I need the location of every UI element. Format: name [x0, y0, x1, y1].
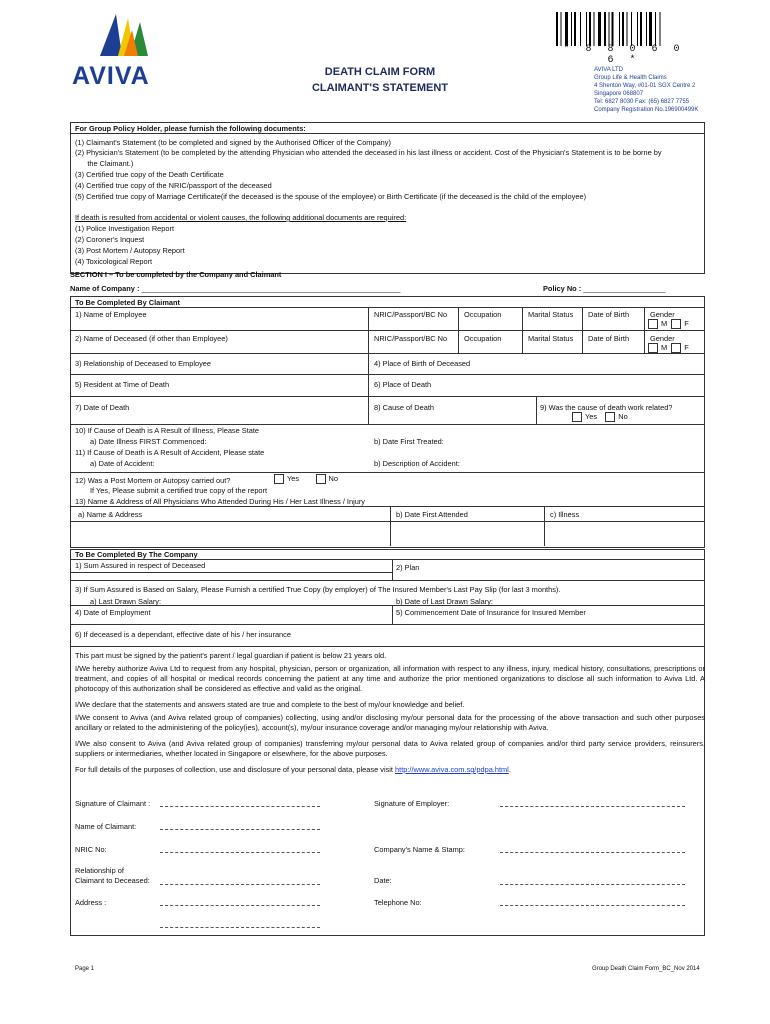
- doc-item: (5) Certified true copy of Marriage Certificate(if the deceased is the spouse of the employee) or Birth Certificate (if the deceased is the child of the employee): [75, 192, 587, 201]
- barcode-bar: [556, 12, 558, 46]
- deceased-name-label: 2) Name of Deceased (if other than Employee): [75, 334, 228, 343]
- dob-label: Date of Birth: [588, 334, 630, 343]
- signature-employer-line[interactable]: [500, 806, 685, 807]
- place-of-birth-label: 4) Place of Birth of Deceased: [374, 359, 471, 368]
- declaration-true: I/We declare that the statements and answers stated are true and complete to the best of my/our knowledge and belief.: [75, 700, 465, 709]
- barcode-bar: [660, 12, 661, 46]
- gender-label: Gender: [650, 334, 675, 343]
- marital-label: Marital Status: [528, 334, 574, 343]
- doc-item: (4) Certified true copy of the NRIC/passport of the deceased: [75, 181, 272, 190]
- pdpa-link[interactable]: http://www.aviva.com.sg/pdpa.html: [395, 765, 509, 774]
- work-related-no-checkbox[interactable]: [605, 412, 615, 422]
- address-line: Group Life & Health Claims: [594, 75, 667, 81]
- accident-item: (2) Coroner's Inquest: [75, 235, 145, 244]
- date-of-death-label: 7) Date of Death: [75, 403, 130, 412]
- accident-item: (3) Post Mortem / Autopsy Report: [75, 246, 185, 255]
- gender-m-checkbox[interactable]: [648, 343, 658, 353]
- nric-label: NRIC/Passport/BC No: [374, 310, 448, 319]
- claimant-heading: To Be Completed By Claimant: [75, 298, 180, 307]
- accident-date-label: a) Date of Accident:: [90, 459, 155, 468]
- physicians-label: 13) Name & Address of All Physicians Who Attended During His / Her Last Illness / Injury: [75, 497, 366, 506]
- nric-no-label: NRIC No:: [75, 845, 107, 854]
- form-title: DEATH CLAIM FORM: [324, 66, 436, 78]
- policy-no-field[interactable]: Policy No : ____________________: [543, 284, 666, 293]
- post-mortem-options: Yes No: [274, 474, 338, 484]
- telephone-label: Telephone No:: [374, 898, 422, 907]
- barcode-bar: [598, 12, 601, 46]
- declaration-transfer: I/We also consent to Aviva (and Aviva related group of companies) transferring my/our personal data to Aviva related group of companies and/or third party service providers, reinsurers, suppliers or intermediaries, whether located in Singapore or elsewhere, for the above purposes.: [75, 739, 705, 758]
- address-line: AVIVA LTD: [594, 67, 624, 73]
- gender-m-checkbox[interactable]: [648, 319, 658, 329]
- signature-claimant-label: Signature of Claimant :: [75, 799, 151, 808]
- last-salary-label: a) Last Drawn Salary:: [90, 597, 162, 606]
- post-mortem-note: If Yes, Please submit a certified true copy of the report: [90, 486, 268, 495]
- relationship-claimant-label: Claimant to Deceased:: [75, 876, 150, 885]
- sum-assured-label: 1) Sum Assured in respect of Deceased: [75, 561, 206, 570]
- post-mortem-label: 12) Was a Post Mortem or Autopsy carried out?: [75, 476, 231, 485]
- address-line: 4 Shenton Way, #01-01 SGX Centre 2: [594, 83, 696, 89]
- barcode-bar: [586, 12, 587, 46]
- form-subtitle: CLAIMANT'S STATEMENT: [311, 82, 449, 94]
- address-line: Tel: 6827 8030 Fax: (65) 6827 7755: [594, 99, 690, 105]
- barcode-bar: [571, 12, 572, 46]
- barcode-bar: [580, 12, 581, 46]
- physician-illness-label: c) Illness: [550, 510, 580, 519]
- accident-label: 11) If Cause of Death is A Result of Accident, Please state: [75, 448, 265, 457]
- aviva-logo-icon: [98, 12, 150, 58]
- address-line: Singapore 068807: [594, 91, 644, 97]
- doc-item: (3) Certified true copy of the Death Certificate: [75, 170, 224, 179]
- telephone-line[interactable]: [500, 905, 685, 906]
- form-id: Group Death Claim Form_BC_Nov 2014: [592, 966, 700, 972]
- gender-options: M F: [648, 319, 689, 329]
- accident-description-label: b) Description of Accident:: [374, 459, 460, 468]
- doc-item: (1) Claimant's Statement (to be completed and signed by the Authorised Officer of the Company): [75, 138, 391, 147]
- barcode-bar: [604, 12, 606, 46]
- signature-employer-label: Signature of Employer:: [374, 799, 450, 808]
- dob-label: Date of Birth: [588, 310, 630, 319]
- documents-heading: For Group Policy Holder, please furnish the following documents:: [75, 124, 306, 133]
- company-stamp-label: Company's Name & Stamp:: [374, 845, 465, 854]
- barcode-bar: [637, 12, 638, 46]
- barcode-bar: [627, 12, 628, 46]
- barcode-bar: [609, 12, 610, 46]
- barcode-bar: [594, 12, 595, 46]
- accident-heading: If death is resulted from accidental or violent causes, the following additional documents are required:: [75, 213, 407, 222]
- employee-name-label: 1) Name of Employee: [75, 310, 147, 319]
- commencement-date-label: 5) Commencement Date of Insurance for Insured Member: [396, 608, 586, 617]
- barcode-bar: [655, 12, 656, 46]
- date-line[interactable]: [500, 884, 685, 885]
- post-mortem-yes-checkbox[interactable]: [274, 474, 284, 484]
- barcode-number: * 8 8 0 6 0 6 *: [563, 44, 685, 66]
- accident-item: (1) Police Investigation Report: [75, 224, 175, 233]
- declaration-consent: I/We consent to Aviva (and Aviva related group of companies) collecting, using and/or disclosing my/our personal data for the processing of the above transaction and such other purposes ancillary or related to the administering of the policy(ies), account(s), my/our insurance coverage and/or managing my/our relationship with Aviva.: [75, 713, 705, 732]
- nric-no-line[interactable]: [160, 852, 320, 853]
- page-number: Page 1: [75, 966, 95, 972]
- address-line-input[interactable]: [160, 905, 320, 906]
- address-line-input[interactable]: [160, 927, 320, 928]
- declaration-authorize: I/We hereby authorize Aviva Ltd to request from any hospital, physician, person or organization, all information with respect to any illness, injury, medical history, consultations, prescriptions or treatment, and copies of all hospital or medical records concerning the patient at any time and authorize the prior mentioned organizations to disclose all such information to Aviva Ltd. A photocopy of this authorization shall be considered as effective and valid as the original.: [75, 664, 705, 693]
- resident-label: 5) Resident at Time of Death: [75, 380, 170, 389]
- illness-label: 10) If Cause of Death is A Result of Illness, Please State: [75, 426, 260, 435]
- barcode-bar: [622, 12, 624, 46]
- brand-name: AVIVA: [72, 62, 150, 90]
- occupation-label: Occupation: [464, 334, 502, 343]
- work-related-yes-checkbox[interactable]: [572, 412, 582, 422]
- claimant-name-label: Name of Claimant:: [75, 822, 137, 831]
- company-stamp-line[interactable]: [500, 852, 685, 853]
- doc-item: the Claimant.): [75, 159, 134, 168]
- plan-label: 2) Plan: [396, 563, 420, 572]
- accident-item: (4) Toxicological Report: [75, 257, 153, 266]
- nric-label: NRIC/Passport/BC No: [374, 334, 448, 343]
- relationship-claimant-label: Relationship of: [75, 866, 124, 875]
- declaration-pdpa: For full details of the purposes of collection, use and disclosure of your personal data, please visit http://www.aviva.com.sg/pdpa.html.: [75, 765, 511, 774]
- barcode-bar: [646, 12, 647, 46]
- barcode-bar: [649, 12, 652, 46]
- gender-f-checkbox[interactable]: [671, 343, 681, 353]
- barcode-bar: [640, 12, 642, 46]
- address-line: Company Registration No.196900499K: [594, 107, 699, 113]
- company-heading: To Be Completed By The Company: [75, 550, 198, 559]
- employment-date-label: 4) Date of Employment: [75, 608, 151, 617]
- barcode-bar: [574, 12, 576, 46]
- dependant-insurance-label: 6) If deceased is a dependant, effective date of his / her insurance: [75, 630, 291, 639]
- cause-of-death-label: 8) Cause of Death: [374, 403, 434, 412]
- gender-label: Gender: [650, 310, 675, 319]
- barcode-bar: [561, 12, 562, 46]
- declaration-guardian: This part must be signed by the patient's parent / legal guardian if patient is below 21 years old.: [75, 651, 387, 660]
- illness-date-label: a) Date Illness FIRST Commenced:: [90, 437, 207, 446]
- address-label: Address :: [75, 898, 107, 907]
- barcode-bar: [589, 12, 591, 46]
- doc-item: (2) Physician's Statement (to be completed by the attending Physician who attended the deceased in his last illness or accident. Cost of the Physician's Statement is to be borne by: [75, 148, 662, 157]
- marital-label: Marital Status: [528, 310, 574, 319]
- relationship-line[interactable]: [160, 884, 320, 885]
- first-treated-label: b) Date First Treated:: [374, 437, 444, 446]
- relationship-label: 3) Relationship of Deceased to Employee: [75, 359, 211, 368]
- occupation-label: Occupation: [464, 310, 502, 319]
- gender-f-checkbox[interactable]: [671, 319, 681, 329]
- company-address: [594, 66, 698, 114]
- signature-claimant-line[interactable]: [160, 806, 320, 807]
- work-related-options: Yes No: [572, 412, 628, 422]
- date-label: Date:: [374, 876, 392, 885]
- section1-heading: SECTION I – To be completed by the Company and Claimant: [70, 270, 282, 279]
- claimant-name-line[interactable]: [160, 829, 320, 830]
- salary-label: 3) If Sum Assured is Based on Salary, Please Furnish a certified True Copy (by employer) of The Insured Member's Last Pay Slip (for last 3 months).: [75, 585, 561, 594]
- post-mortem-no-checkbox[interactable]: [316, 474, 326, 484]
- physician-name-label: a) Name & Address: [78, 510, 143, 519]
- barcode-bar: [612, 12, 614, 46]
- company-name-field[interactable]: Name of Company : _______________________________________________________________: [70, 284, 401, 293]
- barcode-bar: [619, 12, 620, 46]
- physician-date-label: b) Date First Attended: [396, 510, 468, 519]
- last-salary-date-label: b) Date of Last Drawn Salary:: [396, 597, 493, 606]
- barcode-icon: [556, 12, 692, 46]
- barcode-bar: [631, 12, 632, 46]
- gender-options: M F: [648, 343, 689, 353]
- barcode-bar: [565, 12, 568, 46]
- work-related-label: 9) Was the cause of death work related?: [540, 403, 673, 412]
- place-of-death-label: 6) Place of Death: [374, 380, 432, 389]
